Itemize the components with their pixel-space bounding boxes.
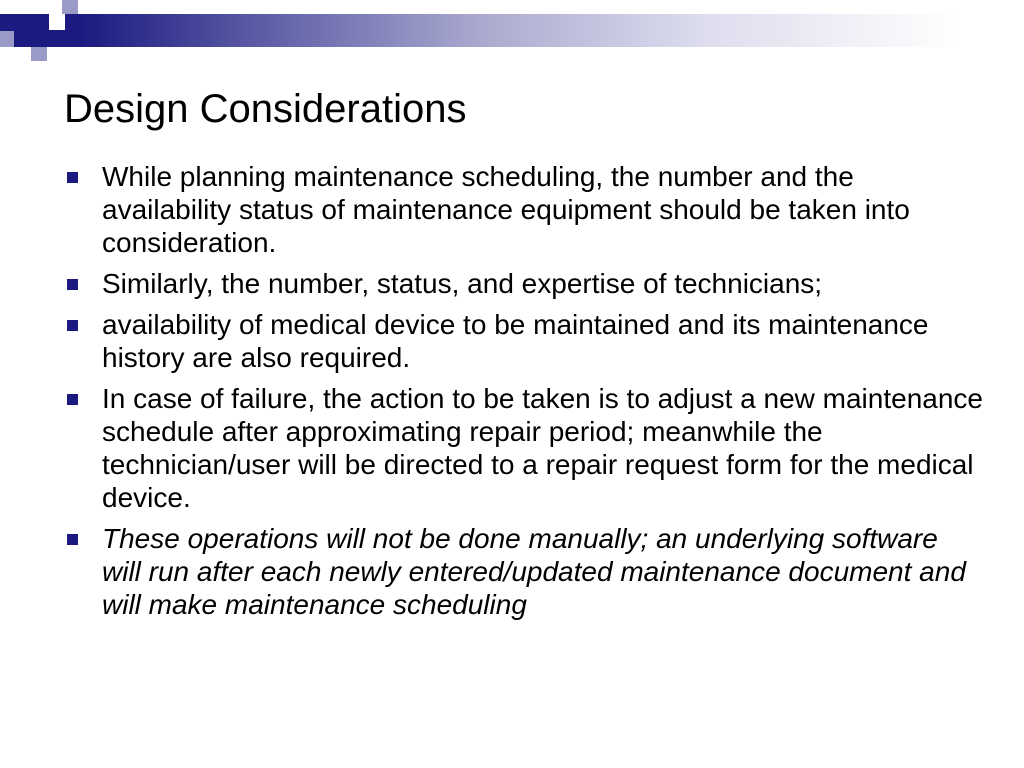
bullet-list [64, 160, 984, 629]
corner-square-light-top [62, 0, 78, 14]
bullet-item [64, 267, 984, 300]
slide-title: Design Considerations [64, 87, 467, 131]
square-bullet-icon [67, 172, 78, 183]
corner-square-light-bottom [31, 47, 47, 61]
bullet-item [64, 308, 984, 374]
bullet-text: While planning maintenance scheduling, the number and the availability status of maintenance equipment should be taken into consideration. [102, 161, 910, 258]
square-bullet-icon [67, 394, 78, 405]
square-bullet-icon [67, 320, 78, 331]
header-gradient-band [0, 14, 1024, 47]
square-bullet-icon [67, 279, 78, 290]
bullet-text: availability of medical device to be maintained and its maintenance history are also required. [102, 309, 929, 373]
bullet-text: In case of failure, the action to be taken is to adjust a new maintenance schedule after approximating repair period; meanwhile the technician/user will be directed to a repair request form for the medical device. [102, 383, 983, 513]
corner-square-white [49, 14, 65, 30]
corner-square-light-left [0, 31, 14, 47]
square-bullet-icon [67, 534, 78, 545]
bullet-item [64, 160, 984, 259]
bullet-text: Similarly, the number, status, and expertise of technicians; [102, 268, 823, 299]
bullet-item [64, 382, 984, 514]
bullet-text: These operations will not be done manually; an underlying software will run after each newly entered/updated maintenance document and will make maintenance scheduling [102, 523, 966, 620]
corner-square-top-left [14, 14, 31, 31]
bullet-item [64, 522, 984, 621]
